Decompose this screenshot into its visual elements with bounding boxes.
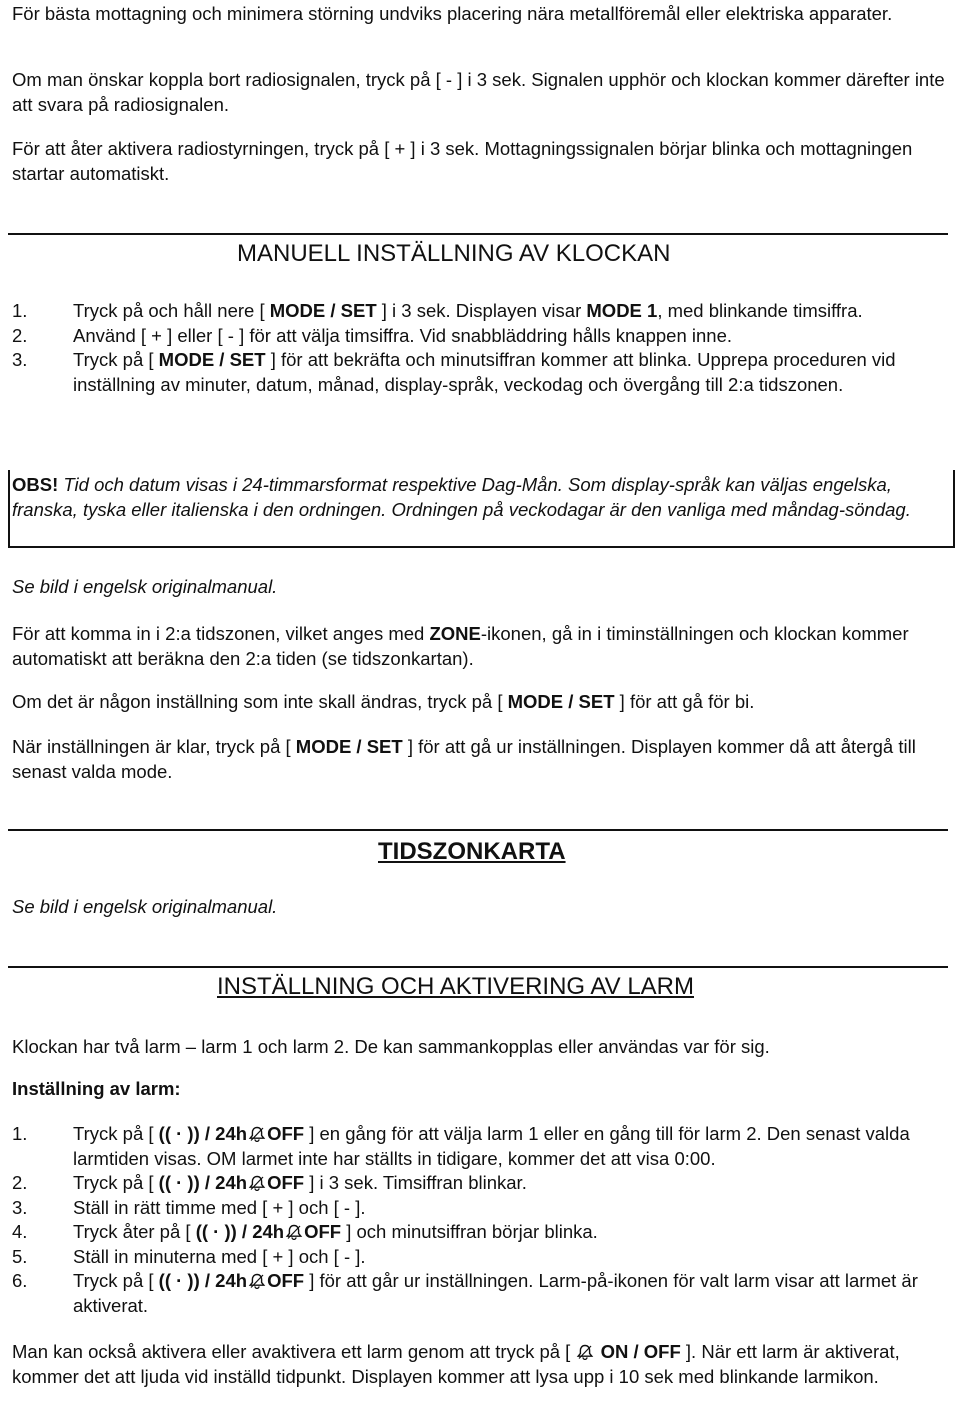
bell-icon	[248, 1126, 266, 1142]
skip-setting-text: Om det är någon inställning som inte skall ändras, tryck på [ MODE / SET ] för att gå för bi.	[12, 691, 755, 712]
alarm-heading: INSTÄLLNING OCH AKTIVERING AV LARM	[217, 973, 694, 1000]
list-item: 2. Tryck på [ (( · )) / 24h OFF ] i 3 sek. Timsiffran blinkar.	[12, 1171, 947, 1196]
alarm-onoff-text: Man kan också aktivera eller avaktivera ett larm genom att tryck på [ ON / OFF ]. När ett larm är aktiverat, kommer det att ljuda vid inställd tidpunkt. Displayen kommer att lysa upp i 10 sek med blinkande larmikon.	[12, 1341, 900, 1387]
step-number: 6.	[12, 1270, 28, 1291]
mode1-label: MODE 1	[586, 300, 658, 321]
list-item: 1. Tryck på [ (( · )) / 24h OFF ] en gång för att välja larm 1 eller en gång till för larm 2. Den senast valda larmtiden visas. OM larmet inte har ställts in tidigare, kommer det att visa 0:00.	[12, 1123, 910, 1169]
bell-icon	[248, 1273, 266, 1289]
list-item: 5. Ställ in minuterna med [ + ] och [ - ].	[12, 1245, 947, 1270]
bell-icon	[248, 1175, 266, 1191]
alarm-key: (( · )) / 24h OFF	[195, 1221, 342, 1242]
step-number: 3.	[12, 349, 28, 370]
zone-label: ZONE	[429, 623, 481, 644]
mode-set-key: MODE / SET	[295, 736, 403, 757]
mode-set-key: MODE / SET	[507, 691, 615, 712]
list-item: 1. Tryck på och håll nere [ MODE / SET ] i 3 sek. Displayen visar MODE 1, med blinkande timsiffra.	[12, 299, 947, 324]
step-number: 1.	[12, 1123, 28, 1144]
list-item: 3. Ställ in rätt timme med [ + ] och [ - ].	[12, 1196, 947, 1221]
list-item: 3. Tryck på [ MODE / SET ] för att bekräfta och minutsiffran kommer att blinka. Upprepa proceduren vid inställning av minuter, datum, månad, display-språk, veckodag och övergång till 2:a tidszonen.	[12, 349, 896, 395]
see-image-note: Se bild i engelsk originalmanual.	[12, 896, 278, 917]
section-divider	[8, 966, 948, 968]
alarm-intro-text: Klockan har två larm – larm 1 och larm 2. De kan sammankopplas eller användas var för sig.	[12, 1036, 770, 1057]
mode-set-key: MODE / SET	[158, 349, 266, 370]
bell-icon	[285, 1224, 303, 1240]
section-divider	[8, 829, 948, 831]
timezone-heading: TIDSZONKARTA	[378, 838, 566, 865]
step-number: 3.	[12, 1196, 28, 1218]
step-number: 4.	[12, 1221, 28, 1242]
alarm-key: (( · )) / 24h OFF	[158, 1123, 305, 1144]
list-item: 6. Tryck på [ (( · )) / 24h OFF ] för att går ur inställningen. Larm-på-ikonen för valt larm visar att larmet är aktiverat.	[12, 1270, 918, 1316]
section-divider	[8, 233, 948, 235]
bell-icon	[576, 1344, 594, 1360]
mode-set-key: MODE / SET	[269, 300, 377, 321]
on-off-key: ON / OFF	[575, 1341, 680, 1362]
timezone-text: För att komma in i 2:a tidszonen, vilket anges med ZONE-ikonen, gå in i timinställningen och klockan kommer automatiskt att beräkna den 2:a tiden (se tidszonkartan).	[12, 623, 909, 669]
manual-heading: MANUELL INSTÄLLNING AV KLOCKAN	[237, 240, 671, 267]
see-image-note: Se bild i engelsk originalmanual.	[12, 576, 278, 597]
alarm-key: (( · )) / 24h OFF	[158, 1270, 305, 1291]
alarm-steps-list	[12, 1122, 947, 1318]
intro-reactivate-text: För att åter aktivera radiostyrningen, tryck på [ + ] i 3 sek. Mottagningssignalen börjar blinka och mottagningen startar automatiskt.	[12, 138, 913, 184]
list-item: 2. Använd [ + ] eller [ - ] för att välja timsiffra. Vid snabbläddring hålls knappen inne.	[12, 324, 947, 349]
manual-steps-list	[12, 299, 947, 397]
alarm-subheading: Inställning av larm:	[12, 1078, 181, 1099]
step-number: 5.	[12, 1245, 28, 1267]
intro-disconnect-text: Om man önskar koppla bort radiosignalen, tryck på [ - ] i 3 sek. Signalen upphör och klockan kommer därefter inte att svara på radiosignalen.	[12, 69, 945, 115]
obs-label: OBS!	[12, 474, 59, 495]
intro-placement-text: För bästa mottagning och minimera störning undviks placering nära metallföremål eller elektriska apparater.	[12, 3, 893, 24]
alarm-key: (( · )) / 24h OFF	[158, 1172, 305, 1193]
step-number: 2.	[12, 1172, 28, 1193]
obs-note: OBS! Tid och datum visas i 24-timmarsformat respektive Dag-Mån. Som display-språk kan väljas engelska, franska, tyska eller italienska i den ordningen. Ordningen på veckodagar är den vanliga med måndag-söndag.	[12, 474, 911, 520]
step-number: 2.	[12, 324, 28, 346]
step-number: 1.	[12, 300, 28, 321]
exit-setting-text: När inställningen är klar, tryck på [ MODE / SET ] för att gå ur inställningen. Displayen kommer då att återgå till senast valda mode.	[12, 736, 916, 782]
list-item: 4. Tryck åter på [ (( · )) / 24h OFF ] och minutsiffran börjar blinka.	[12, 1220, 947, 1245]
